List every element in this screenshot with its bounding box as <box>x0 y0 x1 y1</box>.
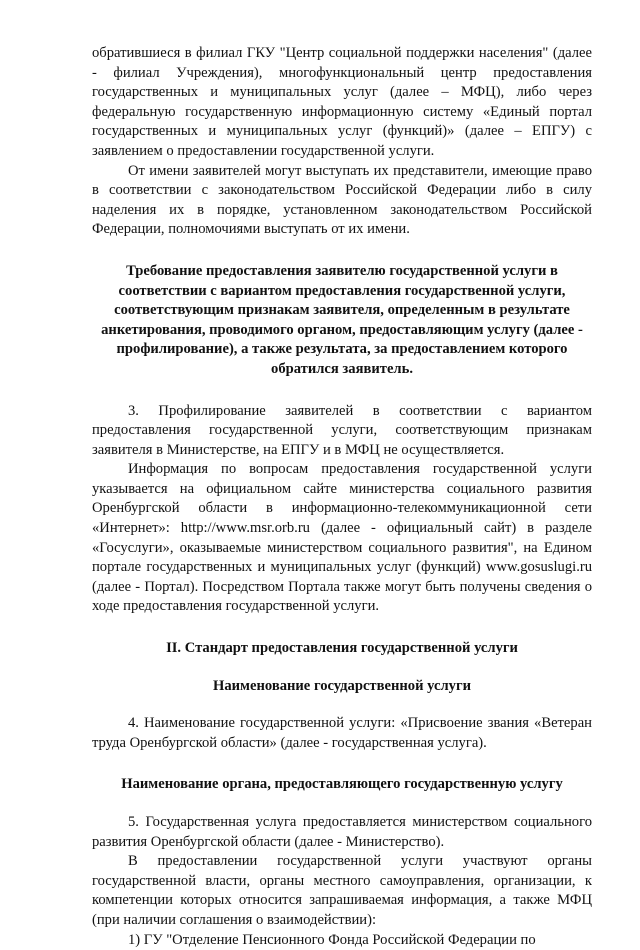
heading-service-name: Наименование государственной услуги <box>213 677 471 694</box>
heading-section-2: II. Стандарт предоставления государственной услуги <box>166 640 518 657</box>
paragraph-pension-fund: 1) ГУ "Отделение Пенсионного Фонда Российской Федерации по <box>128 931 536 948</box>
paragraph-profiling: 3. Профилирование заявителей в соответствии с вариантом предоставления государственной услуги, соответствующим признакам заявителя в Министерстве, на ЕПГУ и в МФЦ не осуществляется. <box>92 402 592 458</box>
paragraph-applicants: обратившиеся в филиал ГКУ "Центр социальной поддержки населения" (далее - филиал Учреждения), многофункциональный центр предоставления государственных и муниципальных услуг (далее – МФЦ), либо через федеральную государственную информационную систему «Единый портал государственных и муниципальных услуг (функций)» (далее – ЕПГУ) с заявлением о предоставлении государственной услуги. <box>92 45 592 159</box>
heading-providing-body: Наименование органа, предоставляющего государственную услугу <box>121 776 563 793</box>
paragraph-information: Информация по вопросам предоставления государственной услуги указывается на официальном сайте министерства социального развития Оренбургской области в информационно-телекоммуникационной сети «Интернет»: http://www.msr.orb.ru (далее - официальный сайт) в разделе «Госуслуги», оказываемые министерством социального развития", на Едином портале государственных и муниципальных услуг (функций) www.gosuslugi.ru (далее - Портал). Посредством Портала также могут быть получены сведения о ходе предоставления государственной услуги. <box>92 461 592 615</box>
paragraph-ministry: 5. Государственная услуга предоставляется министерством социального развития Оренбургской области (далее - Министерство). <box>92 814 592 850</box>
heading-profiling-requirement: Требование предоставления заявителю государственной услуги в соответствии с вариантом предоставления государственной услуги, соответствующим признакам заявителя, определенным в результате анкетирования, проводимого органом, предоставляющим услугу (далее - профилирование), а также результата, за предоставлением которого обратился заявитель. <box>101 262 583 377</box>
paragraph-participants: В предоставлении государственной услуги участвуют органы государственной власти, органы местного самоуправления, организации, к компетенции которых относится запрашиваемая информация, а также МФЦ (при наличии соглашения о взаимодействии): <box>92 853 592 928</box>
paragraph-service-name: 4. Наименование государственной услуги: «Присвоение звания «Ветеран труда Оренбургской области» (далее - государственная услуга). <box>92 715 592 751</box>
paragraph-representatives: От имени заявителей могут выступать их представители, имеющие право в соответствии с законодательством Российской Федерации либо в силу наделения их в порядке, установленном законодательством Российской Федерации, полномочиями выступать от их имени. <box>92 162 592 238</box>
